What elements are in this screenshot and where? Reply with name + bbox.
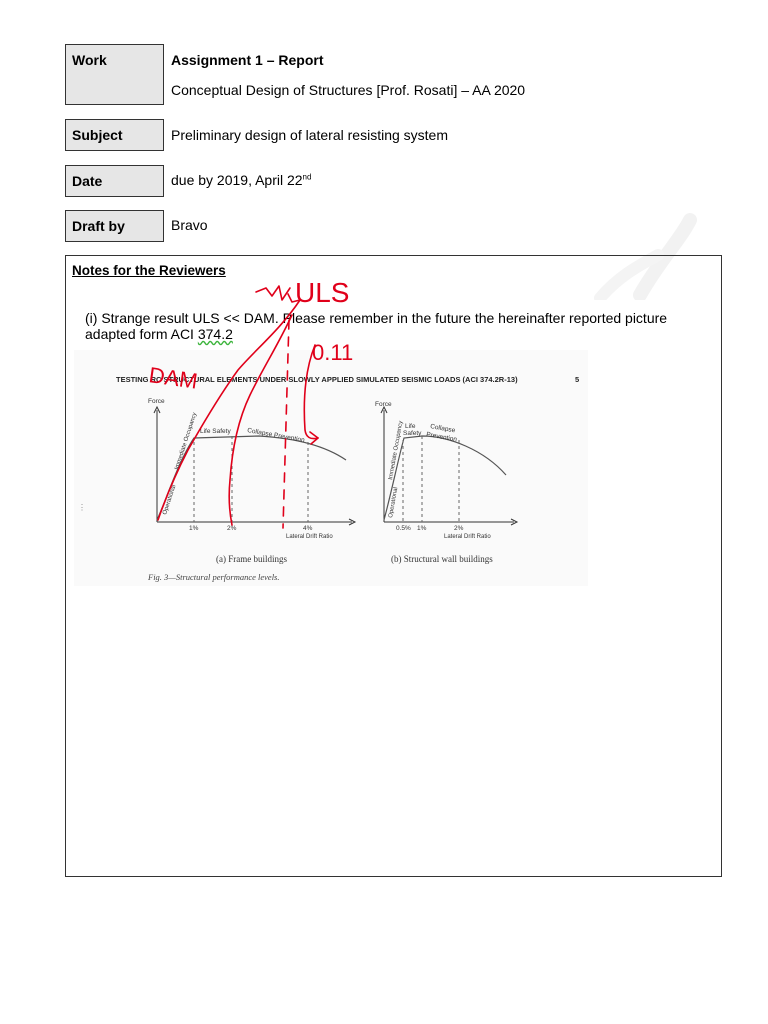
right-level-operational: Operational: [388, 486, 400, 519]
left-level-operational: Operational: [162, 484, 178, 516]
left-axis-force: Force: [148, 398, 165, 405]
right-axis-force: Force: [375, 401, 392, 408]
date-ordinal: nd: [302, 172, 312, 182]
figure-caption: Fig. 3—Structural performance levels.: [148, 572, 280, 582]
left-tick-4: 4%: [303, 525, 313, 532]
subject-value: Preliminary design of lateral resisting system: [171, 127, 448, 143]
right-tick-2: 2%: [454, 525, 464, 532]
right-level-prevention: Prevention: [425, 431, 458, 444]
left-caption: (a) Frame buildings: [216, 554, 287, 564]
draft-by-label: Draft by: [65, 210, 164, 242]
right-caption: (b) Structural wall buildings: [391, 554, 493, 564]
date-label: Date: [65, 165, 164, 197]
right-level-immediate: Immediate Occupancy: [388, 420, 405, 481]
course-title: Conceptual Design of Structures [Prof. Rosati] – AA 2020: [171, 82, 526, 98]
figure-header: TESTING RC STRUCTURAL ELEMENTS UNDER SLOWLY APPLIED SIMULATED SEISMIC LOADS (ACI 374.2R-13): [116, 375, 518, 384]
aci-reference: 374.2: [197, 326, 233, 342]
right-tick-05: 0.5%: [396, 525, 411, 532]
right-xlabel: Lateral Drift Ratio: [444, 534, 491, 540]
left-level-collapse: Collapse Prevention: [246, 427, 306, 445]
notes-line-1: (i) Strange result ULS << DAM. Please remember in the future the hereinafter reported picture: [85, 310, 668, 326]
notes-line-2-prefix: adapted form ACI: [85, 326, 198, 342]
annotation-uls: ULS: [295, 277, 350, 308]
figure-background: [74, 350, 588, 586]
page-marker: ⋮: [78, 503, 86, 512]
date-value: [171, 172, 311, 188]
annotation-dam: DAM: [147, 362, 200, 394]
left-tick-1: 1%: [189, 525, 199, 532]
notes-title: Notes for the Reviewers: [72, 263, 226, 278]
right-level-safety: Safety: [403, 430, 422, 437]
work-label: Work: [65, 44, 164, 105]
right-level-collapse: Collapse: [429, 423, 456, 435]
performance-levels-figure: [74, 350, 588, 586]
right-level-life: Life: [405, 423, 416, 430]
notes-line-2: [85, 326, 667, 342]
annotation-ratio: 0.11: [312, 340, 354, 365]
draft-by-value: Bravo: [171, 217, 208, 233]
left-xlabel: Lateral Drift Ratio: [286, 534, 333, 540]
left-tick-2: 2%: [227, 525, 237, 532]
assignment-title: Assignment 1 – Report: [171, 52, 324, 68]
date-text: due by 2019, April 22: [171, 172, 303, 188]
left-level-immediate: Immediate Occupancy: [174, 411, 199, 471]
right-tick-1: 1%: [417, 525, 427, 532]
subject-label: Subject: [65, 119, 164, 151]
left-level-life-safety: Life Safety: [200, 428, 231, 435]
notes-text: [85, 310, 667, 342]
figure-page-number: 5: [575, 375, 580, 384]
